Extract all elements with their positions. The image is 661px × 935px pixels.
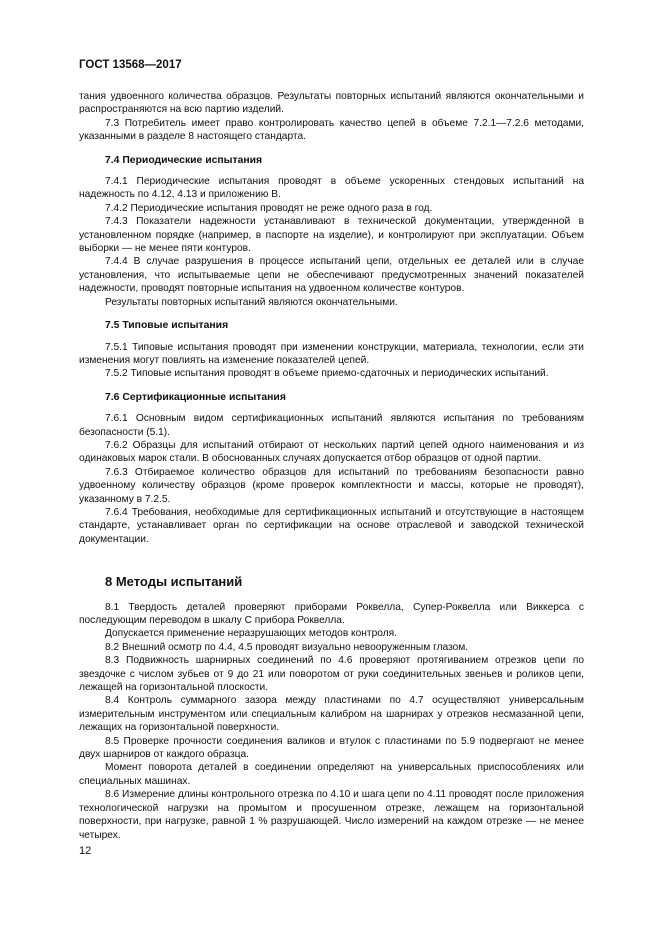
paragraph-7-5-2: 7.5.2 Типовые испытания проводят в объеме приемо-сдаточных и периодических испытаний.: [105, 368, 549, 380]
paragraph-8-6: 8.6 Измерение длины контрольного отрезка по 4.10 и шага цепи по 4.11 проводят после приложения технологической нагрузки на промытом и просушенном отрезке, лежащем на горизонтальной поверхности, при нагрузке, равной 1 % разрушающей. Число измерений на каждом отрезке — не менее четырех.: [79, 789, 584, 841]
paragraph: Допускается применение неразрушающих методов контроля.: [105, 628, 397, 640]
paragraph-8-3: 8.3 Подвижность шарнирных соединений по 4.6 проверяют протягиванием отрезков цепи по звездочке с числом зубьев от 9 до 21 или поворотом от руки соединительных звеньев и роликов цепи, лежащей на горизонтальной плоскости.: [79, 655, 584, 694]
paragraph-7-6-3: 7.6.3 Отбираемое количество образцов для испытаний по требованиям безопасности равно удвоенному количеству образцов (кроме проверок комплектности и массы, которые не проводят), указанному в 7.2.5.: [79, 466, 584, 505]
heading-7-5: 7.5 Типовые испытания: [105, 320, 229, 332]
paragraph-8-5: 8.5 Проверке прочности соединения валиков и втулок с пластинами по 5.9 подвергают не менее двух шарниров от каждого образца.: [79, 735, 584, 761]
paragraph-7-6-4: 7.6.4 Требования, необходимые для сертификационных испытаний и отсутствующие в настоящем стандарте, устанавливает орган по сертификации на основе отраслевой и заводской технической документации.: [79, 506, 584, 545]
document-code: ГОСТ 13568—2017: [79, 59, 182, 71]
page-number: 12: [79, 845, 92, 857]
paragraph: Момент поворота деталей в соединении определяют на универсальных приспособлениях или специальных машинах.: [79, 762, 584, 787]
paragraph-7-4-1: 7.4.1 Периодические испытания проводят в объеме ускоренных стендовых испытаний на надежность по 4.12, 4.13 и приложению В.: [79, 176, 584, 201]
heading-7-6: 7.6 Сертификационные испытания: [105, 391, 286, 403]
paragraph-7-4-3: 7.4.3 Показатели надежности устанавливают в технической документации, утвержденной в установленном порядке (например, в паспорте на изделие), и контролируют при эксплуатации. Объем выборки — не менее пяти контуров.: [79, 216, 584, 255]
body-text: [79, 90, 584, 842]
paragraph-7-6-1: 7.6.1 Основным видом сертификационных испытаний являются испытания по требованиям безопасности (5.1).: [79, 413, 584, 438]
section-heading-8: 8 Методы испытаний: [105, 574, 243, 590]
heading-7-4: 7.4 Периодические испытания: [105, 154, 263, 166]
paragraph-7-4-4: 7.4.4 В случае разрушения в процессе испытаний цепи, отдельных ее деталей или в случае установления, что испытываемые цепи не обеспечивают предусмотренных значений показателей надежности, проводят повторные испытания на удвоенном количестве контуров.: [79, 256, 584, 295]
paragraph-8-2: 8.2 Внешний осмотр по 4.4, 4.5 проводят визуально невооруженным глазом.: [105, 641, 469, 653]
paragraph-8-4: 8.4 Контроль суммарного зазора между пластинами по 4.7 осуществляют универсальным измерительным инструментом или специальным калибром на шарнирах у отрезков несмазанной цепи, лежащих на горизонтальной поверхности.: [79, 695, 584, 734]
paragraph-8-1: 8.1 Твердость деталей проверяют приборами Роквелла, Супер-Роквелла или Виккерса с последующим переводом в шкалу С прибора Роквелла.: [79, 601, 584, 626]
paragraph-7-3: 7.3 Потребитель имеет право контролировать качество цепей в объеме 7.2.1—7.2.6 методами, указанными в разделе 8 настоящего стандарта.: [79, 117, 584, 143]
paragraph-7-5-1: 7.5.1 Типовые испытания проводят при изменении конструкции, материала, технологии, если эти изменения могут повлиять на изменение показателей цепей.: [79, 341, 584, 366]
paragraph-7-4-2: 7.4.2 Периодические испытания проводят не реже одного раза в год.: [105, 202, 433, 214]
paragraph: Результаты повторных испытаний являются окончательными.: [105, 296, 398, 308]
paragraph-7-6-2: 7.6.2 Образцы для испытаний отбирают от нескольких партий цепей одного наименования и из одинаковых марок стали. В обоснованных случаях допускается отбор образцов от одной партии.: [79, 439, 584, 465]
paragraph: тания удвоенного количества образцов. Результаты повторных испытаний являются окончательными и распространяются на всю партию изделий.: [79, 91, 584, 116]
